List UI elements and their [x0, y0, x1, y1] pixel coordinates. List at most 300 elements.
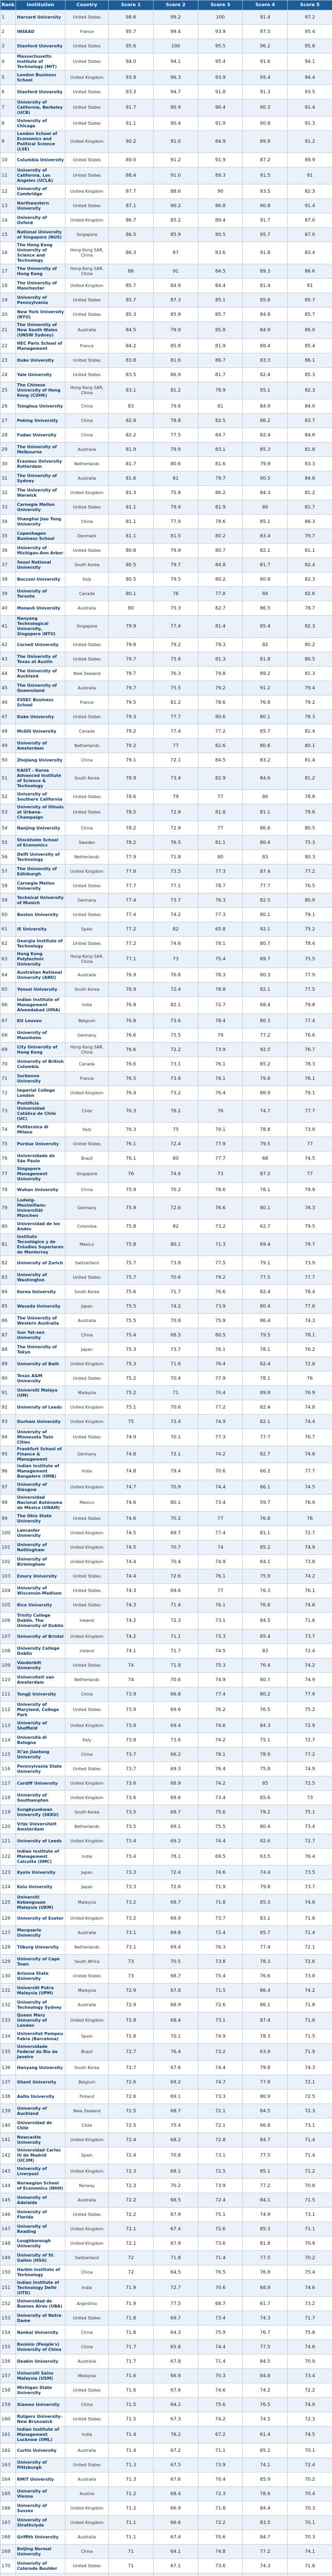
country-cell: United States	[65, 85, 109, 99]
institution-name-cell: University of Adelaide	[16, 2193, 65, 2208]
score-cell: 71.4	[109, 2427, 154, 2444]
table-row	[1, 681, 332, 696]
institution-name-cell: University of Oxford	[16, 213, 65, 228]
score-cell: 73.1	[288, 2208, 332, 2222]
country-cell: United States	[65, 2383, 109, 2398]
score-cell: 67.6	[153, 2383, 198, 2398]
institution-name-cell: Deakin University	[16, 2354, 65, 2369]
rank-cell: 17	[1, 264, 16, 279]
score-cell: 77.2	[243, 2545, 288, 2559]
score-cell: 67.9	[153, 2236, 198, 2251]
country-cell: United Kingdom	[65, 1834, 109, 1849]
table-header	[1, 1, 332, 10]
country-cell: United Kingdom	[65, 279, 109, 293]
score-cell: 85.8	[243, 293, 288, 308]
score-cell: 73	[288, 1791, 332, 1805]
score-cell: 72.2	[198, 2516, 243, 2530]
score-cell: 72.6	[198, 2222, 243, 2236]
score-cell: 83.7	[288, 414, 332, 428]
institution-name-cell: Frankfurt School of Finance & Management	[16, 1446, 65, 1463]
country-cell: United States	[65, 1658, 109, 1673]
score-cell: 77	[198, 790, 243, 804]
table-row	[1, 1400, 332, 1415]
institution-name-cell: Shanghai Jiao Tong University	[16, 515, 65, 529]
table-row	[1, 1820, 332, 1834]
score-cell: 81.7	[288, 500, 332, 515]
score-cell: 70.4	[153, 1371, 198, 1386]
score-cell: 74.7	[243, 1100, 288, 1123]
table-row	[1, 601, 332, 616]
score-cell: 70.9	[288, 2236, 332, 2251]
rank-cell: 91	[1, 1386, 16, 1400]
score-cell: 83.4	[243, 529, 288, 544]
score-cell: 89.9	[243, 131, 288, 153]
table-row	[1, 1043, 332, 1057]
score-cell: 71.7	[153, 1644, 198, 1658]
institution-name-cell: Universiti Kebangsaan Malaysia (UKM)	[16, 1894, 65, 1911]
score-cell: 72.1	[109, 2222, 154, 2236]
rank-cell: 122	[1, 1849, 16, 1866]
country-cell: India	[65, 1463, 109, 1480]
country-cell: Australia	[65, 2193, 109, 2208]
score-cell: 75.1	[198, 2208, 243, 2222]
score-cell: 73.4	[109, 1849, 154, 1866]
score-cell: 93.5	[243, 184, 288, 199]
table-row	[1, 1014, 332, 1028]
table-row	[1, 279, 332, 293]
rank-cell: 68	[1, 1028, 16, 1043]
score-cell: 76.8	[243, 1512, 288, 1526]
table-row	[1, 937, 332, 951]
institution-name-cell: Lancaster University	[16, 1526, 65, 1540]
institution-name-cell: Columbia University	[16, 153, 65, 167]
score-cell: 73.3	[109, 1866, 154, 1880]
score-cell: 91.5	[243, 167, 288, 184]
rank-cell: 79	[1, 1197, 16, 1219]
country-cell: Ireland	[65, 1644, 109, 1658]
score-cell: 76.4	[153, 2044, 198, 2061]
score-cell: 72.4	[109, 2133, 154, 2147]
score-cell: 69.1	[153, 2090, 198, 2104]
score-cell: 83.1	[243, 1911, 288, 1926]
score-cell: 74.5	[198, 1644, 243, 1658]
score-cell: 78.3	[243, 2029, 288, 2044]
score-cell: 67.1	[153, 2559, 198, 2573]
institution-name-cell: McGill University	[16, 724, 65, 739]
score-cell: 76	[109, 1166, 154, 1183]
table-row	[1, 443, 332, 457]
score-cell: 77.5	[243, 2251, 288, 2265]
score-cell	[109, 2573, 154, 2576]
score-cell: 80.2	[288, 638, 332, 652]
institution-name-cell: University of Birmingham	[16, 1555, 65, 1569]
country-cell: Switzerland	[65, 2251, 109, 2265]
institution-name-cell: Indian Institute of Management Lucknow (IIML)	[16, 2427, 65, 2444]
institution-name-cell: Duke University	[16, 710, 65, 724]
rank-cell: 50	[1, 753, 16, 768]
rank-cell: 63	[1, 951, 16, 968]
table-row	[1, 2119, 332, 2133]
score-cell: 69.3	[153, 1762, 198, 1776]
rank-cell: 148	[1, 2236, 16, 2251]
score-cell: 76	[288, 1371, 332, 1386]
score-cell: 81.2	[153, 382, 198, 399]
table-row	[1, 753, 332, 768]
rank-cell: 6	[1, 85, 16, 99]
score-cell: 75.3	[153, 601, 198, 616]
rank-cell: 47	[1, 710, 16, 724]
rank-cell: 113	[1, 1719, 16, 1733]
institution-name-cell: Yale University	[16, 368, 65, 382]
score-cell: 69.9	[153, 1911, 198, 1926]
score-cell: 86.2	[243, 414, 288, 428]
score-cell: 85.7	[198, 308, 243, 322]
rank-cell: 100	[1, 1526, 16, 1540]
score-cell: 84.5	[198, 264, 243, 279]
score-cell: 72.9	[153, 804, 198, 821]
score-cell: 73.2	[198, 1219, 243, 1234]
score-cell: 82.3	[288, 616, 332, 638]
score-cell: 69.7	[153, 2311, 198, 2326]
score-cell: 74	[198, 1540, 243, 1555]
rank-cell: 11	[1, 167, 16, 184]
country-cell: Malaysia	[65, 1984, 109, 1998]
score-cell: 74.6	[288, 1894, 332, 1911]
country-cell: South Korea	[65, 982, 109, 997]
score-cell: 74.6	[153, 1166, 198, 1183]
score-cell: 76.5	[198, 2265, 243, 2280]
score-cell: 86.4	[243, 1314, 288, 1328]
institution-name-cell: Xi'an Jiaotong University	[16, 1748, 65, 1762]
table-row	[1, 339, 332, 353]
institution-name-cell: Keio University	[16, 1880, 65, 1894]
score-cell: 72.4	[109, 2147, 154, 2164]
score-cell: 83.3	[243, 353, 288, 368]
score-cell: 86.1	[243, 1480, 288, 1495]
score-cell: 71	[109, 2545, 154, 2559]
score-cell: 85.3	[243, 2222, 288, 2236]
score-cell: 69.7	[153, 1526, 198, 1540]
country-cell: China	[65, 1328, 109, 1343]
country-cell: United States	[65, 308, 109, 322]
score-cell: 73.7	[153, 1343, 198, 1357]
score-cell: 71.8	[288, 1911, 332, 1926]
score-cell: 66.2	[153, 1748, 198, 1762]
score-cell: 75.6	[109, 1285, 154, 1299]
institution-name-cell: Griffith University	[16, 2530, 65, 2545]
rank-cell: 3	[1, 39, 16, 54]
score-cell: 68.9	[153, 1998, 198, 2012]
rank-cell: 8	[1, 116, 16, 131]
country-cell: United Kingdom	[65, 1911, 109, 1926]
rank-cell: 85	[1, 1299, 16, 1314]
score-cell: 72	[109, 2265, 154, 2280]
country-cell: Malaysia	[65, 1894, 109, 1911]
score-cell: 78.6	[198, 1183, 243, 1197]
rank-cell: 23	[1, 353, 16, 368]
score-cell: 90.8	[243, 116, 288, 131]
rank-cell: 24	[1, 368, 16, 382]
score-cell: 74.5	[109, 1526, 154, 1540]
country-cell: United States	[65, 167, 109, 184]
score-cell: 69.2	[153, 2075, 198, 2090]
score-cell: 85.3	[109, 308, 154, 322]
score-cell: 69.2	[153, 1834, 198, 1849]
country-cell: Italy	[65, 1123, 109, 1137]
score-cell: 70.9	[288, 2354, 332, 2369]
rank-cell: 92	[1, 1400, 16, 1415]
score-cell: 87.1	[109, 199, 154, 213]
institution-name-cell: The University of Sydney	[16, 471, 65, 486]
score-cell: 74.2	[198, 1446, 243, 1463]
score-cell: 70.3	[288, 2501, 332, 2516]
country-cell: Argentina	[65, 2297, 109, 2311]
table-row	[1, 184, 332, 199]
table-row	[1, 1086, 332, 1100]
score-cell: 82.6	[288, 587, 332, 601]
score-cell: 69.8	[153, 1926, 198, 1940]
score-cell: 84.7	[243, 2530, 288, 2545]
institution-name-cell: University of Michigan-Ann Arbor	[16, 544, 65, 558]
score-cell: 84.5	[243, 2354, 288, 2369]
table-row	[1, 1256, 332, 1270]
score-cell: 86.0	[288, 322, 332, 339]
score-cell: 99.4	[153, 25, 198, 39]
score-cell: 81.8	[243, 652, 288, 667]
rank-cell: 158	[1, 2383, 16, 2398]
score-cell: 75.8	[243, 1762, 288, 1776]
rank-cell: 18	[1, 279, 16, 293]
institution-name-cell: Cardiff University	[16, 1776, 65, 1791]
score-cell: 82.3	[288, 572, 332, 587]
score-cell: 69.6	[153, 1584, 198, 1598]
score-cell: 91.7	[109, 99, 154, 116]
score-cell: 75.5	[153, 1028, 198, 1043]
score-cell: 71.4	[288, 2133, 332, 2147]
score-cell: 72	[109, 2251, 154, 2265]
institution-name-cell: The University of Edinburgh	[16, 865, 65, 879]
institution-name-cell: The Hong Kong University of Science and Technology	[16, 242, 65, 264]
score-cell: 78.1	[288, 1328, 332, 1343]
country-cell: Australia	[65, 1998, 109, 2012]
table-row	[1, 457, 332, 471]
score-cell: 81.7	[243, 558, 288, 572]
score-cell: 77	[198, 1512, 243, 1526]
institution-name-cell: Pennsylvania State University	[16, 1762, 65, 1776]
rank-cell: 46	[1, 696, 16, 710]
score-cell: 79.4	[288, 681, 332, 696]
score-cell: 72.8	[288, 1357, 332, 1371]
table-row	[1, 724, 332, 739]
score-cell: 76.8	[109, 997, 154, 1014]
score-cell: 85.1	[198, 293, 243, 308]
score-cell: 71.6	[288, 1613, 332, 1630]
country-cell: United Kingdom	[65, 1526, 109, 1540]
score-cell: 86.5	[243, 601, 288, 616]
table-row	[1, 242, 332, 264]
institution-name-cell: Carnegie Mellon University	[16, 879, 65, 893]
table-row	[1, 1719, 332, 1733]
institution-name-cell: University of Strathclyde	[16, 2516, 65, 2530]
score-cell: 95.1	[243, 382, 288, 399]
score-cell: 59.7	[243, 1495, 288, 1512]
institution-name-cell: Indian Institute of Management Ahmedabad (IIMA)	[16, 997, 65, 1014]
score-cell: 64.2	[153, 2398, 198, 2412]
rank-cell: 75	[1, 1137, 16, 1151]
institution-name-cell: University of British Columbia	[16, 1057, 65, 1072]
country-cell: China	[65, 1183, 109, 1197]
score-cell: 84.9	[243, 322, 288, 339]
table-row	[1, 982, 332, 997]
country-cell: Singapore	[65, 228, 109, 242]
score-cell: 87.4	[243, 2012, 288, 2029]
country-cell: United Kingdom	[65, 2236, 109, 2251]
country-cell: China	[65, 2265, 109, 2280]
score-cell: 71.1	[153, 1630, 198, 1644]
score-cell: 87.2	[243, 153, 288, 167]
score-cell: 74.7	[198, 2075, 243, 2090]
score-cell: 87	[153, 242, 198, 264]
score-cell: 78.3	[243, 1955, 288, 1969]
table-row	[1, 1343, 332, 1357]
table-row	[1, 821, 332, 836]
score-cell: 77.7	[198, 1151, 243, 1166]
score-cell: 80.7	[243, 937, 288, 951]
country-cell: Netherlands	[65, 457, 109, 471]
rank-cell: 164	[1, 2472, 16, 2487]
country-cell: United States	[65, 353, 109, 368]
score-cell: 81.1	[288, 544, 332, 558]
score-cell: 71.7	[153, 1285, 198, 1299]
score-cell: 80.2	[198, 572, 243, 587]
score-cell: 78.9	[198, 382, 243, 399]
score-cell: 80.7	[243, 1673, 288, 1687]
score-cell: 73.1	[109, 1940, 154, 1955]
score-cell: 76.1	[198, 1057, 243, 1072]
score-cell: 79.7	[109, 652, 154, 667]
score-cell: 90.3	[243, 99, 288, 116]
institution-name-cell: University of Cambridge	[16, 184, 65, 199]
table-row	[1, 353, 332, 368]
rank-cell: 41	[1, 616, 16, 638]
score-cell: 83.1	[198, 443, 243, 457]
score-cell: 79.1	[198, 1123, 243, 1137]
score-cell: 71.4	[109, 2444, 154, 2458]
score-cell: 82.1	[153, 997, 198, 1014]
score-cell: 85.9	[153, 308, 198, 322]
score-cell: 81.6	[109, 471, 154, 486]
score-cell: 80.1	[153, 1234, 198, 1256]
table-row	[1, 1940, 332, 1955]
score-cell: 81.8	[243, 2236, 288, 2251]
institution-name-cell: The University of Western Australia	[16, 1314, 65, 1328]
table-row	[1, 951, 332, 968]
score-cell: 82.6	[198, 739, 243, 753]
score-cell: 79.7	[153, 558, 198, 572]
score-cell: 82.7	[243, 1446, 288, 1463]
score-cell: 88.6	[153, 184, 198, 199]
score-cell: 64.1	[153, 2545, 198, 2559]
score-cell: 73.9	[288, 1123, 332, 1137]
rank-cell: 136	[1, 2061, 16, 2075]
institution-name-cell: Politecnico di Milano	[16, 1123, 65, 1137]
table-row	[1, 2487, 332, 2501]
institution-name-cell: Northwestern University	[16, 199, 65, 213]
score-cell: 72.6	[153, 1880, 198, 1894]
table-row	[1, 515, 332, 529]
score-cell: 76.6	[198, 1197, 243, 1219]
score-cell: 81.3	[109, 486, 154, 500]
country-cell: United States	[65, 1969, 109, 1984]
score-cell: 73.6	[153, 1733, 198, 1748]
table-row	[1, 228, 332, 242]
rank-cell: 112	[1, 1702, 16, 1719]
score-cell: 79.9	[153, 500, 198, 515]
score-cell: 70.4	[153, 1555, 198, 1569]
table-row	[1, 414, 332, 428]
institution-name-cell: The University of Melbourne	[16, 443, 65, 457]
score-cell: 77.9	[198, 1371, 243, 1386]
score-cell: 74.4	[198, 1834, 243, 1849]
score-cell: 84.1	[243, 1555, 288, 1569]
institution-name-cell: Universitat Pompeu Fabra (Barcelona)	[16, 2029, 65, 2044]
score-cell: 87.2	[243, 1166, 288, 1183]
score-cell: 75.5	[288, 951, 332, 968]
country-cell: Netherlands	[65, 1673, 109, 1687]
country-cell: Australia	[65, 1926, 109, 1940]
table-row	[1, 471, 332, 486]
score-cell: 61.7	[243, 2297, 288, 2311]
institution-name-cell: University of Bath	[16, 1357, 65, 1371]
score-cell: 80	[198, 850, 243, 865]
score-cell: 78.7	[288, 601, 332, 616]
score-cell: 74.8	[109, 1446, 154, 1463]
score-cell: 80	[153, 1151, 198, 1166]
score-cell: 79.7	[288, 529, 332, 544]
rank-cell: 27	[1, 414, 16, 428]
score-cell: 74.3	[243, 2311, 288, 2326]
country-cell: Malaysia	[65, 1386, 109, 1400]
score-cell: 71.9	[109, 2280, 154, 2297]
score-cell: 77.2	[109, 937, 154, 951]
score-cell: 73.4	[198, 2311, 243, 2326]
institution-name-cell: Stockholm School of Economics	[16, 836, 65, 850]
score-cell: 81.2	[288, 768, 332, 790]
rank-cell: 33	[1, 500, 16, 515]
score-cell: 84.9	[153, 279, 198, 293]
table-row	[1, 1673, 332, 1687]
institution-name-cell: University of Zurich	[16, 1256, 65, 1270]
table-row	[1, 1834, 332, 1849]
score-cell: 78.1	[153, 1849, 198, 1866]
score-cell: 72.1	[109, 2236, 154, 2251]
score-cell: 72.2	[153, 1043, 198, 1057]
institution-name-cell: University of Southampton	[16, 1791, 65, 1805]
score-cell: 76.1	[198, 1569, 243, 1584]
rank-cell: 10	[1, 153, 16, 167]
table-row	[1, 572, 332, 587]
score-cell: 82.4	[243, 428, 288, 443]
score-cell: 73.2	[288, 2297, 332, 2311]
table-row	[1, 99, 332, 116]
country-cell: China	[65, 2545, 109, 2559]
country-cell: United Kingdom	[65, 1415, 109, 1429]
score-cell: 81.6	[198, 457, 243, 471]
table-row	[1, 2133, 332, 2147]
score-cell: 83.5	[243, 2516, 288, 2530]
score-cell: 85.7	[288, 308, 332, 322]
rank-cell: 38	[1, 572, 16, 587]
